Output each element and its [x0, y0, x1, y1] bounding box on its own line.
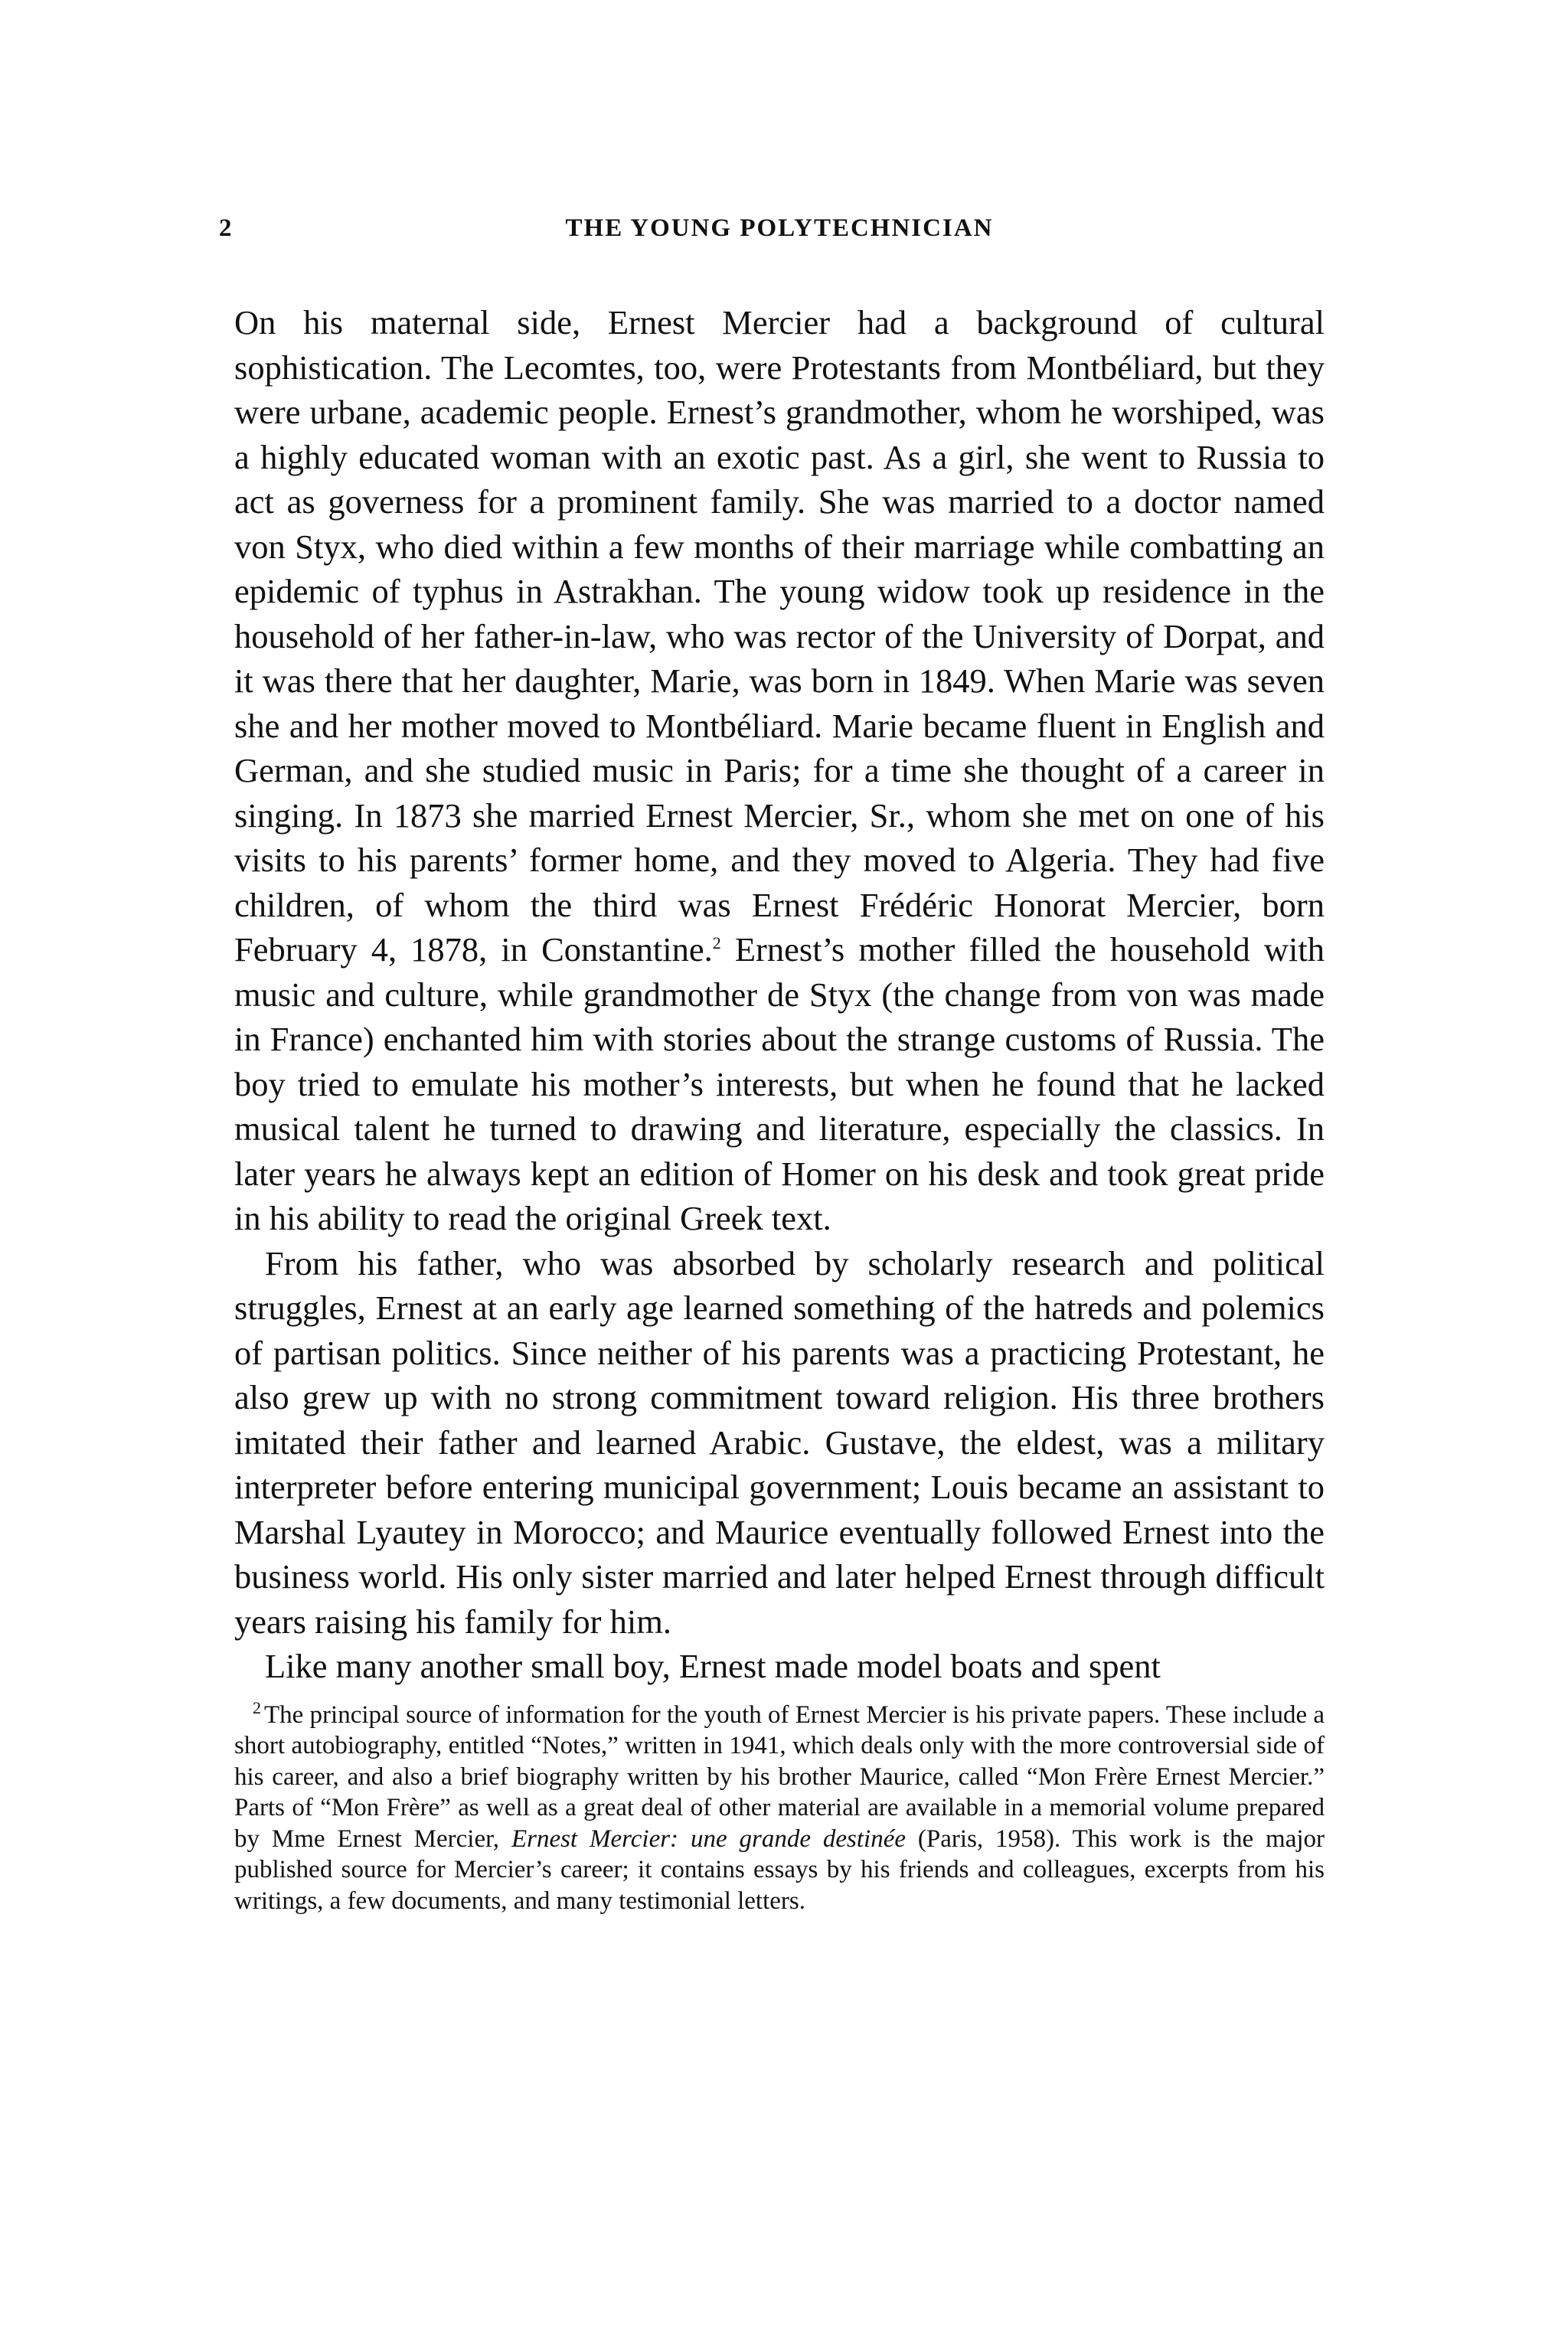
footnote-marker: 2 — [253, 1697, 261, 1717]
running-title: THE YOUNG POLYTECHNICIAN — [565, 214, 994, 242]
footnote-2 — [234, 1697, 1325, 1917]
running-head — [219, 214, 1325, 260]
footnote — [234, 1697, 1325, 1917]
paragraph-1-text-b: Ernest’s mother filled the household with music and culture, while grandmother de Styx (the change from von was made in France) enchanted him with stories about the strange customs of Russia. The boy tried to emulate his mother’s interests, but when he found that he lacked musical talent he turned to drawing and literature, especially the classics. In later years he always kept an edition of Homer on his desk and took great pride in his ability to read the original Greek text. — [234, 930, 1325, 1237]
paragraph-1-text-a: On his maternal side, Ernest Mercier had a background of cultural sophistication. The Lecomtes, too, were Protestants from Montbéliard, but they were urbane, academic people. Ernest’s grandmother, whom he worshiped, was a highly educated woman with an exotic past. As a girl, she went to Russia to act as governess for a prominent family. She was married to a doctor named von Styx, who died within a few months of their marriage while combatting an epidemic of typhus in Astrakhan. The young widow took up residence in the household of her father-in-law, who was rector of the University of Dorpat, and it was there that her daughter, Marie, was born in 1849. When Marie was seven she and her mother moved to Montbéliard. Marie became fluent in English and German, and she studied music in Paris; for a time she thought of a career in singing. In 1873 she married Ernest Mercier, Sr., whom she met on one of his visits to his parents’ former home, and they moved to Algeria. They had five children, of whom the third was Ernest Frédéric Honorat Mercier, born February 4, 1878, in Constantine. — [234, 303, 1325, 969]
paragraph-1 — [234, 300, 1325, 1241]
body-text — [234, 300, 1325, 1689]
paragraph-3: Like many another small boy, Ernest made model boats and spent — [265, 1647, 1161, 1685]
footnote-reference: 2 — [712, 933, 721, 953]
footnote-text-a: The principal source of information for the youth of Ernest Mercier is his private papers. These include a short autobiography, entitled “Notes,” written in 1941, which deals only with the more controversial side of his career, and also a brief biography written by his brother Maurice, called “Mon Frère Ernest Mercier.” Parts of “Mon Frère” as well as a great deal of other material are available in a memorial volume prepared by Mme Ernest Mercier, — [234, 1700, 1325, 1853]
page-number: 2 — [219, 214, 234, 242]
book-page — [219, 214, 1325, 1916]
paragraph-2: From his father, who was absorbed by scholarly research and political struggles, Ernest at an early age learned something of the hatreds and polemics of partisan politics. Since neither of his parents was a practicing Protestant, he also grew up with no strong commitment toward religion. His three brothers imitated their father and learned Arabic. Gustave, the eldest, was a military interpreter before entering municipal government; Louis became an assistant to Marshal Lyautey in Morocco; and Maurice eventually followed Ernest into the business world. His only sister married and later helped Ernest through difficult years raising his family for him. — [234, 1243, 1325, 1641]
footnote-text-b: (Paris, 1958). This work is the major published source for Mercier’s career; it contains essays by his friends and colleagues, excerpts from his writings, a few documents, and many testimonial letters. — [234, 1824, 1325, 1915]
footnote-book-title: Ernest Mercier: une grande destinée — [511, 1824, 906, 1853]
